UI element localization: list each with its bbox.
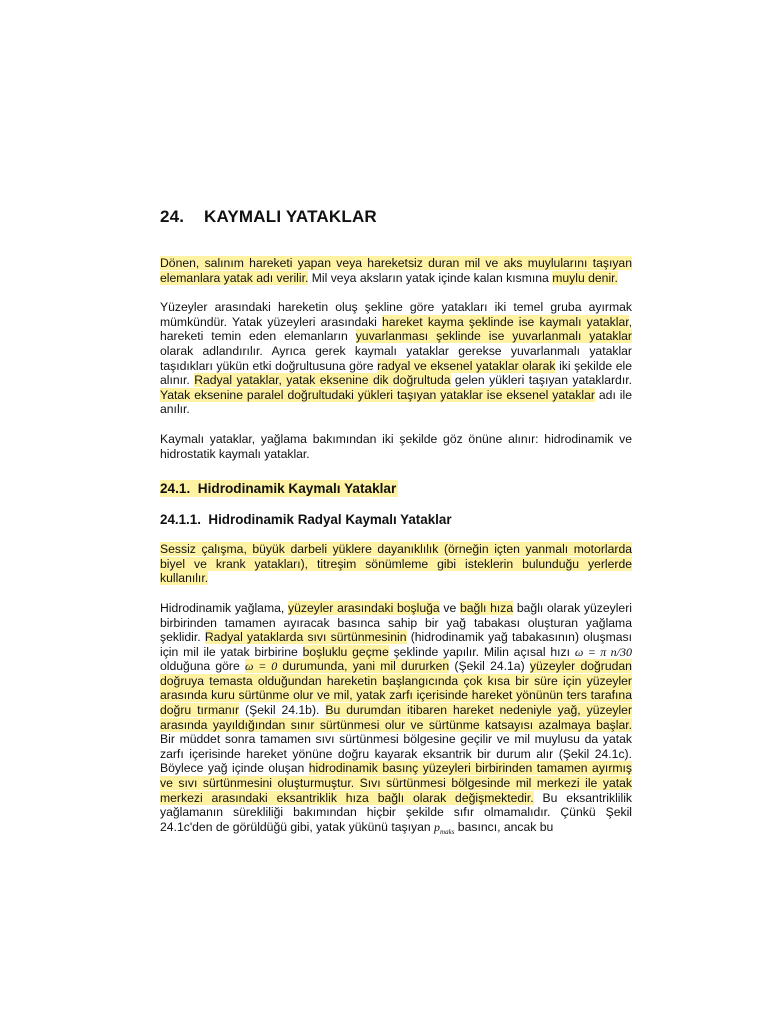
subsection-heading: [160, 512, 632, 527]
highlight: hidrodinamik basınç yüzeyleri birbirinden tamamen ayırmış ve sıvı sürtünmesini oluşturmuştur. Sıvı sürtünmesi bölgesinde mil merkezi ile yatak merkezi arasındaki eksantriklik hıza bağlı olarak değişmektedir.: [160, 761, 633, 805]
highlight: hareket kayma şeklinde ise kaymalı yataklar: [382, 314, 629, 329]
text: (hidrodinamik yağ tabakasının) oluşması için mil ile yatak birbirine: [160, 630, 632, 659]
text: gelen yükleri taşıyan yataklardır.: [450, 373, 632, 388]
text: olduğuna göre: [160, 659, 245, 674]
subsection-number: 24.1.1.: [160, 512, 201, 528]
text: Bu eksantriklilik yağlamanın sürekliliği bakımından hiçbir şekilde sıfır olmamalıdır. Çünkü Şekil 24.1c'den de görüldüğü gibi, yatak yükünü taşıyan: [160, 790, 633, 834]
highlight: yüzeyler arasındaki boşluğa: [287, 600, 440, 615]
highlight: muylu denir.: [552, 270, 618, 285]
highlight: Yatak eksenine paralel doğrultudaki yükleri taşıyan yataklar ise eksenel yataklar: [160, 387, 595, 402]
text: (Şekil 24.1a): [449, 659, 530, 674]
section-number: 24.1.: [160, 481, 191, 497]
text: , hareketi temin eden elemanların: [160, 314, 633, 344]
paragraph-usage: [160, 542, 632, 586]
page-content: [160, 207, 632, 854]
highlight: Dönen, salınım hareketi yapan veya hareketsiz duran mil ve aks muylularını taşıyan elemanlara yatak adı verilir.: [160, 256, 632, 285]
text: Yüzeyler arasındaki hareketin oluş şekline göre yatakları iki temel gruba ayırmak mümkündür. Yatak yüzeyleri arasındaki: [160, 300, 632, 329]
highlight: yuvarlanması şeklinde ise yuvarlanmalı yataklar: [355, 329, 632, 344]
chapter-number: 24.: [160, 207, 185, 226]
paragraph-classification: [160, 300, 632, 417]
paragraph-lubrication: Kaymalı yataklar, yağlama bakımından iki şekilde göz önüne alınır: hidrodinamik ve hidrostatik kaymalı yataklar.: [160, 431, 632, 461]
text: Hidrodinamik yağlama,: [160, 600, 288, 615]
pressure-subscript: maks: [440, 827, 455, 836]
text: olarak adlandırılır. Ayrıca gerek kaymalı yataklar gerekse yuvarlanmalı yataklar taşıdıkları yükün etki doğrultusuna göre: [160, 343, 632, 373]
highlight: yüzeyler doğrudan doğruya temasta olduğundan hareketin başlangıcında çok kısa bir süre için yüzeyler arasında kuru sürtünme olur ve mil, yatak zarfı içerisinde hareket yönünün ters tarafına doğru tırmanır: [160, 659, 632, 718]
highlight: Bu durumdan itibaren hareket nedeniyle yağ, yüzeyler arasında yayıldığından sınır sürtünmesi olur ve sürtünme katsayısı azalmaya başlar.: [160, 703, 633, 732]
highlight: durumunda, yani mil dururken: [277, 659, 450, 674]
text: basıncı, ancak bu: [454, 819, 554, 834]
section-heading: [160, 480, 398, 497]
text: şeklinde yapılır. Milin açısal hızı: [388, 644, 575, 659]
pressure-symbol: p: [434, 819, 441, 834]
omega-zero-formula: ω = 0: [244, 659, 278, 674]
chapter-heading: [160, 207, 632, 227]
highlight: radyal ve eksenel yataklar olarak: [377, 358, 556, 373]
highlight: Sessiz çalışma, büyük darbeli yüklere dayanıklılık (örneğin içten yanmalı motorlarda biyel ve krank yatakları), titreşim sönümleme gibi isteklerin bulunduğu yerlerde kullanılır.: [160, 542, 632, 586]
highlight: boşluklu geçme: [302, 644, 389, 659]
text: Bir müddet sonra tamamen sıvı sürtünmesi bölgesine geçilir ve mil muylusu da yatak zarfı içerisinde hareket yönüne doğru kayarak eksantrik bir durum alır (Şekil 24.1c). Böylece yağ içinde oluşan: [160, 732, 632, 776]
section-title: Hidrodinamik Kaymalı Yataklar: [197, 481, 397, 497]
text: bağlı olarak yüzeyleri birbirinden tamamen ayıracak basınca sahip bir yağ tabakası oluşturan yağlama şeklidir.: [160, 600, 632, 645]
section-heading-wrap: [160, 476, 632, 498]
text: Mil veya aksların yatak içinde kalan kısmına: [308, 270, 553, 285]
angular-velocity-formula: ω = π n/30: [574, 644, 633, 659]
paragraph-definition: [160, 256, 632, 285]
highlight: Radyal yataklar, yatak eksenine dik doğrultuda: [194, 373, 451, 388]
chapter-title: KAYMALI YATAKLAR: [204, 207, 377, 226]
text: ve: [439, 600, 460, 615]
text: iki şekilde ele alınır.: [160, 358, 632, 388]
subsection-title: Hidrodinamik Radyal Kaymalı Yataklar: [208, 512, 452, 528]
text: adı ile anılır.: [160, 387, 632, 417]
highlight: bağlı hıza: [459, 600, 514, 615]
highlight: Radyal yataklarda sıvı sürtünmesinin: [204, 630, 407, 645]
paragraph-hydrodynamic: [160, 601, 632, 840]
text: (Şekil 24.1b).: [239, 703, 326, 718]
